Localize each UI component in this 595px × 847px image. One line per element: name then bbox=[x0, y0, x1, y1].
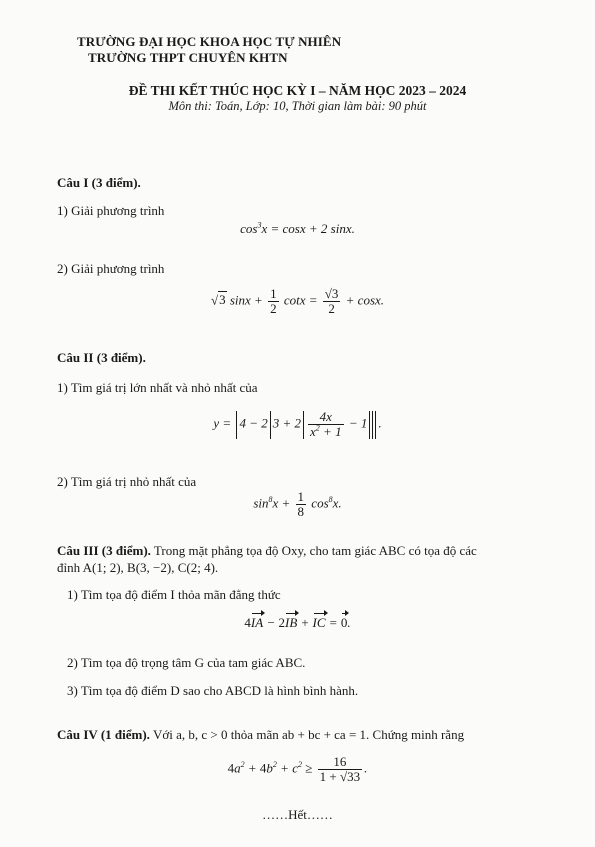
equation-4: $\sin^8x$ + $\frac{1}{8}$ $\cos^8x$. bbox=[253, 489, 342, 519]
question-1-part-1: 1) Giải phương trình bbox=[57, 203, 165, 218]
school-name-line2: TRƯỜNG THPT CHUYÊN KHTN bbox=[88, 50, 288, 65]
equation-3: y = 4 − 2 3 + 2 $\frac{4x}{x^2 + 1}$ − 1 . bbox=[213, 409, 382, 439]
school-name-line1: TRƯỜNG ĐẠI HỌC KHOA HỌC TỰ NHIÊN bbox=[77, 34, 342, 49]
equation-1: $\cos^3x = \cos x + 2$ sinx. bbox=[240, 220, 355, 236]
question-3-part-2: 2) Tìm tọa độ trọng tâm G của tam giác ABC. bbox=[67, 655, 306, 670]
question-3-intro-a: Trong mặt phẳng tọa độ Oxy, cho tam giác ABC có tọa độ các bbox=[150, 543, 477, 558]
question-2-part-1: 1) Tìm giá trị lớn nhất và nhỏ nhất của bbox=[57, 380, 258, 395]
question-3-part-3: 3) Tìm tọa độ điểm D sao cho ABCD là hình bình hành. bbox=[67, 683, 359, 698]
equation-5: 4IA − 2IB + IC = 0. bbox=[244, 615, 351, 630]
question-1-part-2: 2) Giải phương trình bbox=[57, 261, 165, 276]
inequality: $4a^2 + 4b^2 + c^2$ ≥ $\frac{16}{1 + √33}$ . bbox=[227, 754, 368, 784]
question-3-vertices: đỉnh A(1; 2), B(3, −2), C(2; 4). bbox=[57, 560, 219, 575]
question-3-intro bbox=[57, 543, 477, 559]
question-3-part-1: 1) Tìm tọa độ điểm I thỏa mãn đẳng thức bbox=[67, 587, 281, 602]
equation-2: √3 sinx + $\frac{1}{2}$ cotx = $\frac{√3}{2}$ + cosx. bbox=[210, 286, 385, 316]
question-1-heading: Câu I (3 điểm). bbox=[57, 175, 141, 190]
end-marker: ……Hết…… bbox=[262, 807, 333, 822]
question-3-heading: Câu III (3 điểm). bbox=[57, 543, 151, 558]
question-2-heading: Câu II (3 điểm). bbox=[57, 350, 146, 365]
question-2-part-2: 2) Tìm giá trị nhỏ nhất của bbox=[57, 474, 197, 489]
exam-info: Môn thi: Toán, Lớp: 10, Thời gian làm bài: 90 phút bbox=[168, 99, 427, 113]
exam-title: ĐỀ THI KẾT THÚC HỌC KỲ I – NĂM HỌC 2023 – 2024 bbox=[128, 83, 467, 98]
question-4-intro-text: Với a, b, c > 0 thỏa mãn ab + bc + ca = 1. Chứng minh rằng bbox=[149, 727, 465, 742]
question-4-heading: Câu IV (1 điểm). bbox=[57, 727, 150, 742]
question-4-intro bbox=[57, 727, 464, 743]
